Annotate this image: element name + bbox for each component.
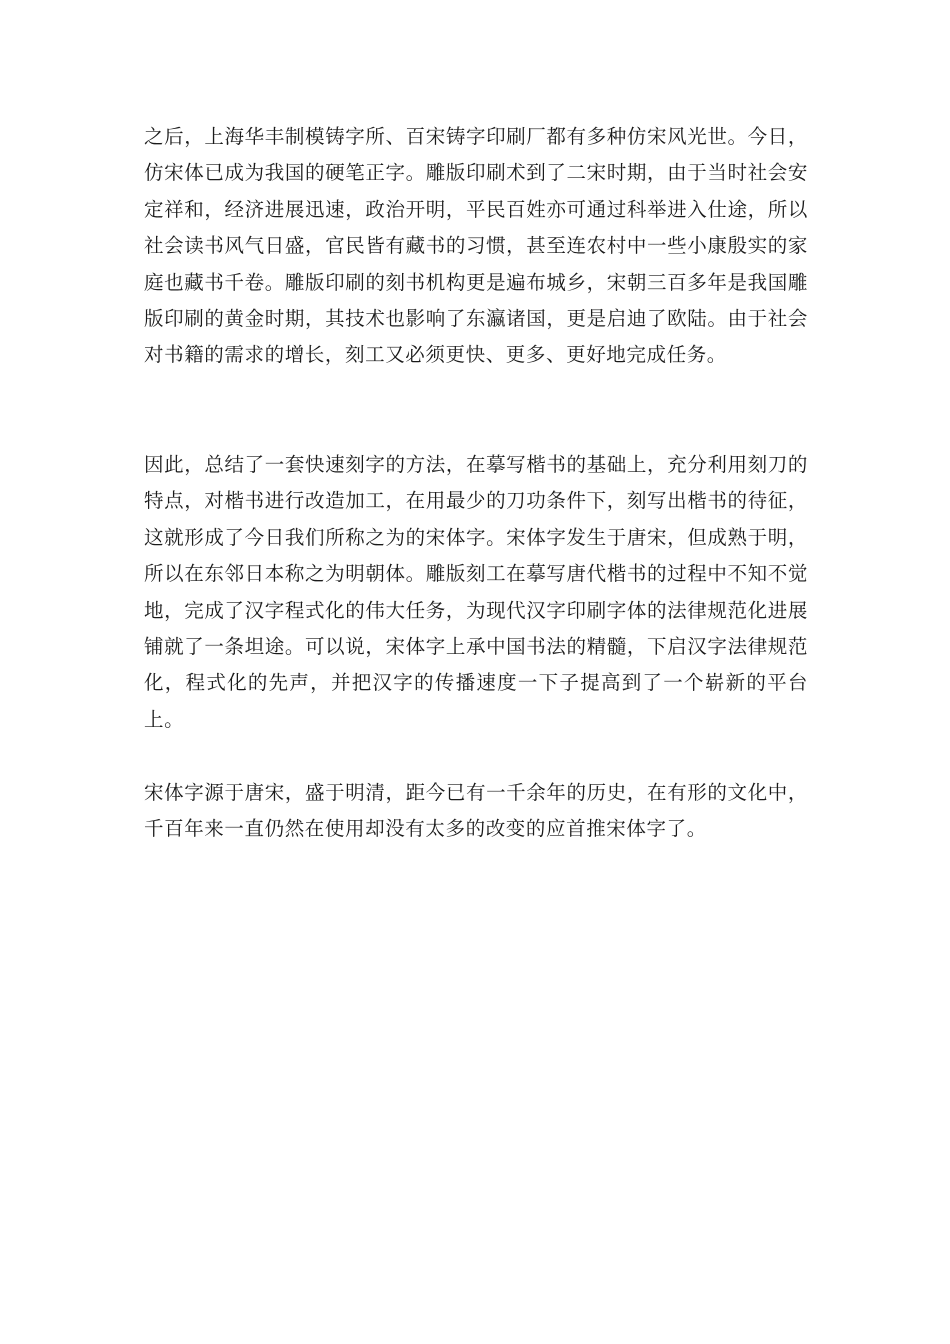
paragraph-1: 之后，上海华丰制模铸字所、百宋铸字印刷厂都有多种仿宋风光世。今日，仿宋体已成为我国的硬笔正字。雕版印刷术到了二宋时期，由于当时社会安定祥和，经济进展迅速，政治开明，平民百姓亦可通过科举进入仕途，所以社会读书风气日盛，官民皆有藏书的习惯，甚至连农村中一些小康殷实的家庭也藏书千卷。雕版印刷的刻书机构更是遍布城乡，宋朝三百多年是我国雕版印刷的黄金时期，其技术也影响了东瀛诸国，更是启迪了欧陆。由于社会对书籍的需求的增长，刻工又必须更快、更多、更好地完成任务。 xyxy=(144,125,808,367)
paragraph-2: 因此，总结了一套快速刻字的方法，在摹写楷书的基础上，充分利用刻刀的特点，对楷书进行改造加工，在用最少的刀功条件下，刻写出楷书的待征，这就形成了今日我们所称之为的宋体字。宋体字发生于唐宋，但成熟于明，所以在东邻日本称之为明朝体。雕版刻工在摹写唐代楷书的过程中不知不觉地，完成了汉字程式化的伟大任务，为现代汉字印刷字体的法律规范化进展铺就了一条坦途。可以说，宋体字上承中国书法的精髓，下启汉字法律规范化，程式化的先声，并把汉字的传播速度一下子提高到了一个崭新的平台上。 xyxy=(144,453,808,731)
paragraph-3: 宋体字源于唐宋，盛于明清，距今已有一千余年的历史，在有形的文化中，千百年来一直仍然在使用却没有太多的改变的应首推宋体字了。 xyxy=(144,781,808,841)
